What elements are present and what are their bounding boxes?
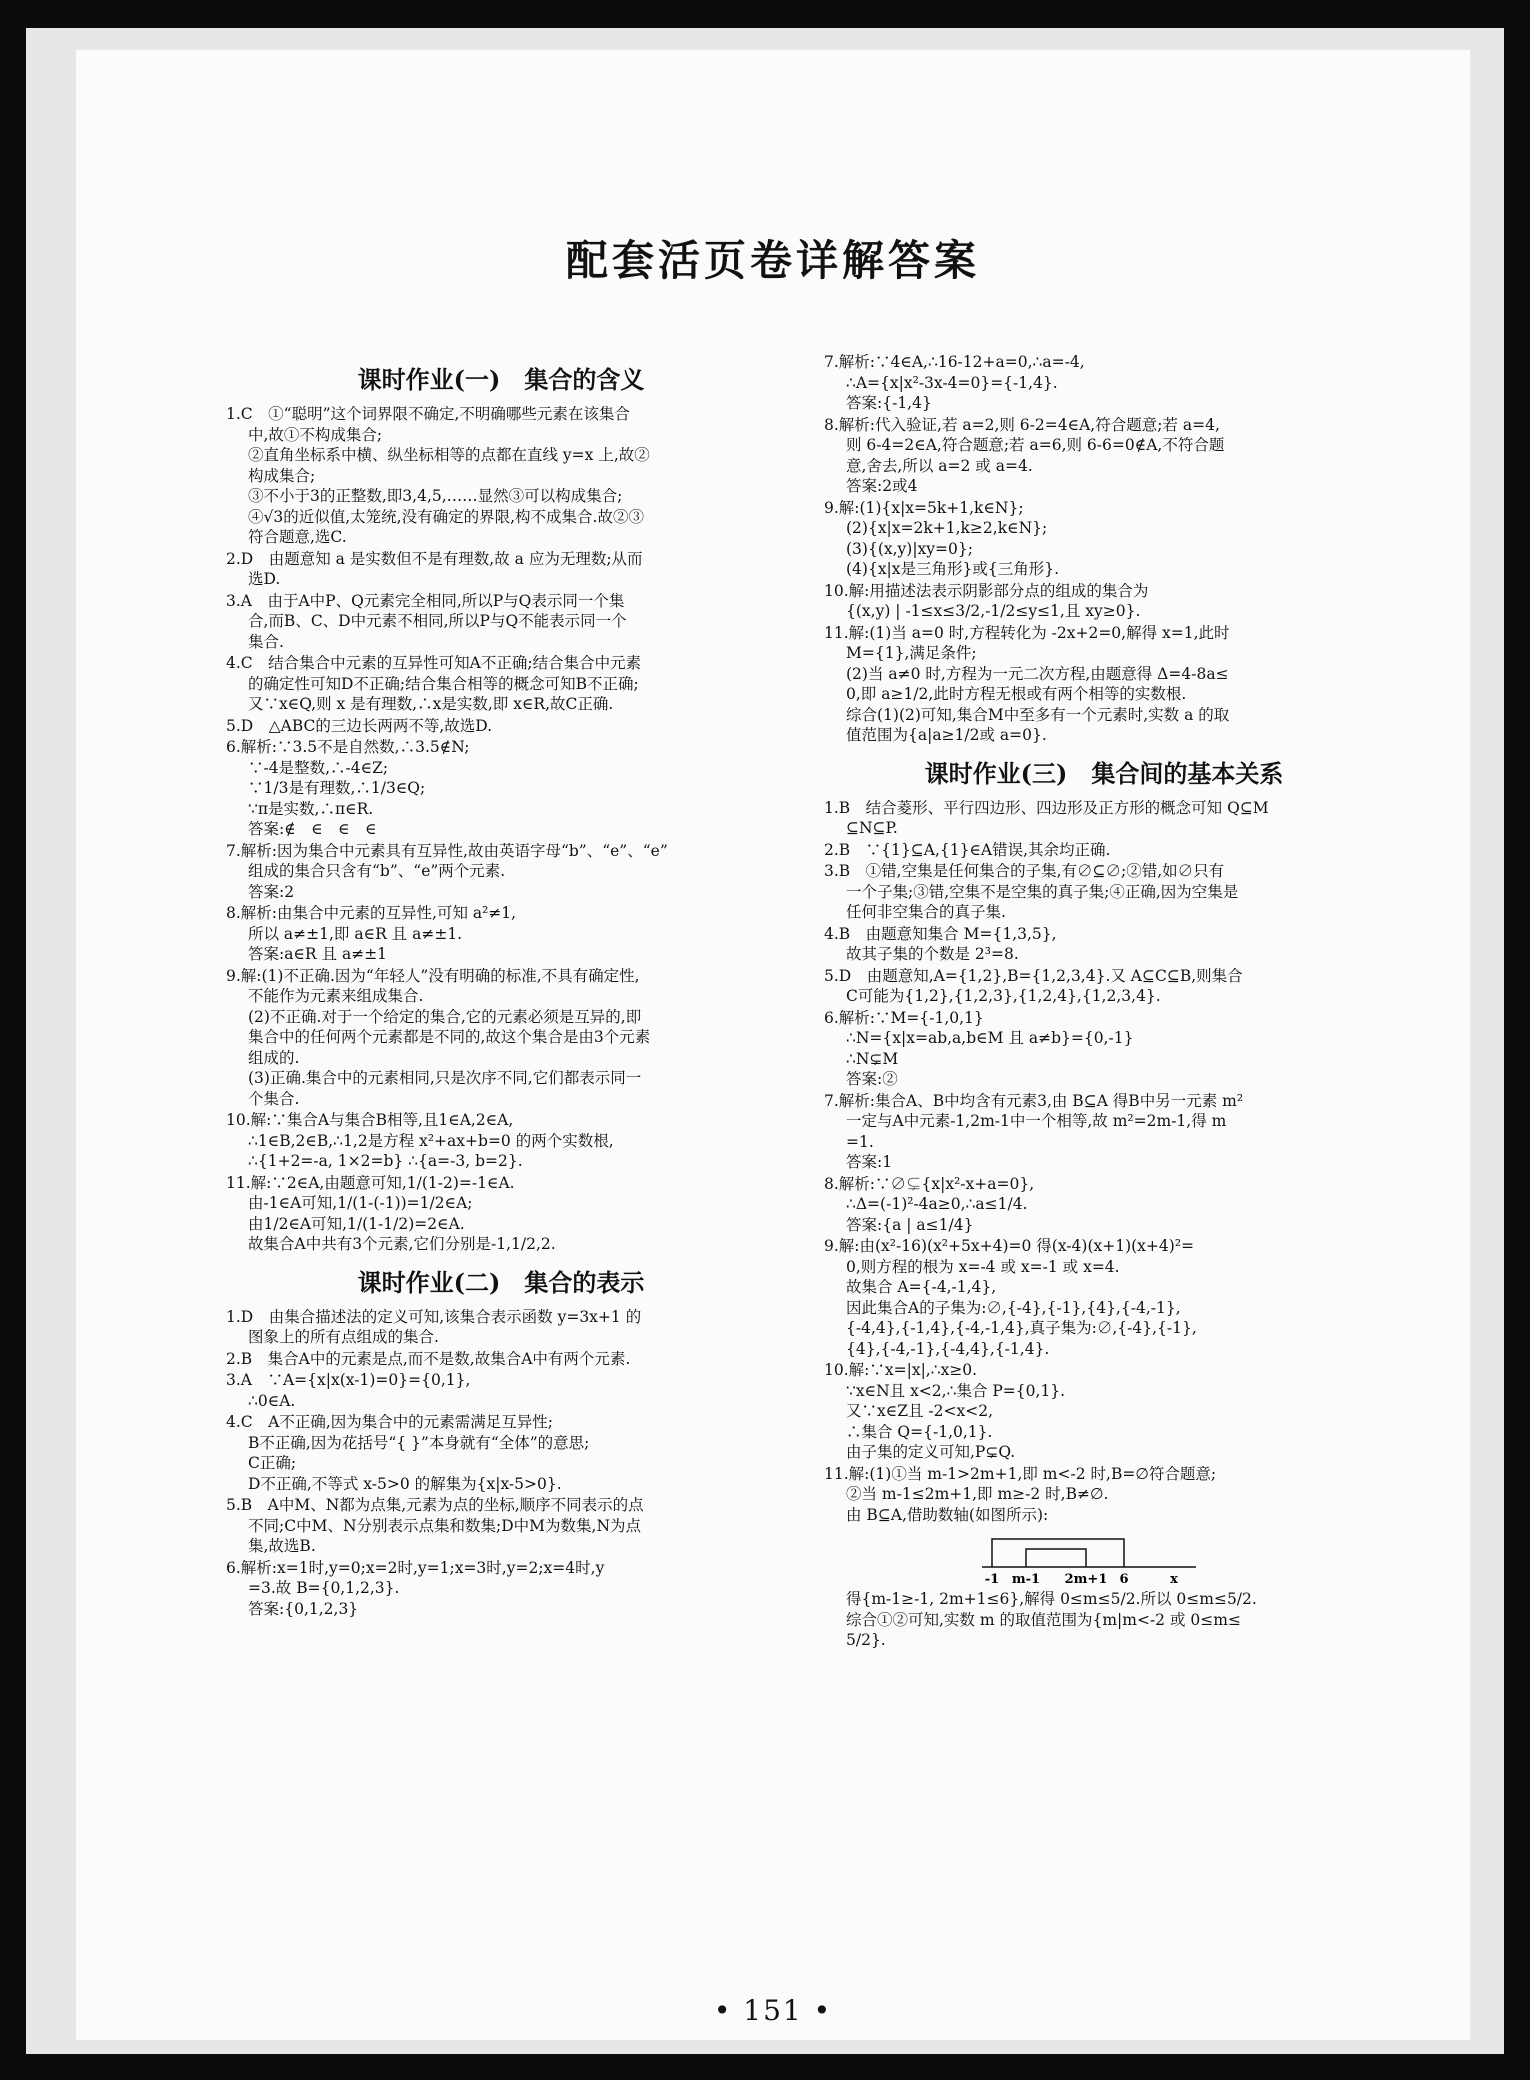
answer-item bbox=[226, 1412, 776, 1494]
answer-line: 5/2}. bbox=[846, 1631, 886, 1649]
answer-line: {(x,y) | -1≤x≤3/2,-1/2≤y≤1,且 xy≥0}. bbox=[846, 602, 1141, 620]
answer-line: =1. bbox=[846, 1132, 874, 1151]
left-column bbox=[226, 352, 776, 1620]
answer-line: (4){x|x是三角形}或{三角形}. bbox=[846, 560, 1060, 578]
answer-item bbox=[824, 798, 1384, 839]
answer-line: (2)当 a≠0 时,方程为一元二次方程,由题意得 Δ=4-8a≤ bbox=[846, 664, 1229, 683]
answer-line: ∴N⊊M bbox=[846, 1049, 899, 1068]
answer-line: ④√3的近似值,太笼统,没有确定的界限,构不成集合.故②③ bbox=[248, 507, 644, 526]
answer-item bbox=[226, 737, 776, 840]
set-a-bracket bbox=[992, 1539, 1124, 1567]
answer-line: C正确; bbox=[248, 1454, 297, 1472]
number-line-label: 6 bbox=[1119, 1572, 1129, 1585]
answer-line: 10.解:∵集合A与集合B相等,且1∈A,2∈A, bbox=[226, 1111, 514, 1129]
answer-item bbox=[824, 1008, 1384, 1090]
answer-item bbox=[824, 415, 1384, 497]
answer-line: 不同;C中M、N分别表示点集和数集;D中M为数集,N为点 bbox=[248, 1516, 642, 1535]
answer-item bbox=[824, 861, 1384, 923]
set-b-bracket bbox=[1026, 1549, 1086, 1567]
answer-line: 10.解:∵x=|x|,∴x≥0. bbox=[824, 1361, 978, 1379]
section-heading: 课时作业(一) 集合的含义 bbox=[357, 365, 645, 394]
answer-line: 5.D △ABC的三边长两两不等,故选D. bbox=[226, 716, 493, 735]
answer-line: 3.A ∵A={x|x(x-1)=0}={0,1}, bbox=[226, 1371, 471, 1389]
answer-item bbox=[226, 903, 776, 965]
answer-item bbox=[824, 966, 1384, 1007]
answer-line: 由 B⊆A,借助数轴(如图所示): bbox=[846, 1505, 1049, 1524]
answer-item bbox=[824, 1174, 1384, 1236]
answer-line: 所以 a≠±1,即 a∈R 且 a≠±1. bbox=[248, 924, 463, 943]
answer-line: 1.D 由集合描述法的定义可知,该集合表示函数 y=3x+1 的 bbox=[226, 1307, 642, 1326]
answer-line: 集合. bbox=[248, 632, 284, 651]
answer-line: 答案:1 bbox=[846, 1153, 893, 1171]
answer-item bbox=[226, 1307, 776, 1348]
answer-line: 答案:2或4 bbox=[846, 477, 918, 495]
answer-line: C可能为{1,2},{1,2,3},{1,2,4},{1,2,3,4}. bbox=[846, 987, 1161, 1005]
answer-line: 图象上的所有点组成的集合. bbox=[248, 1328, 439, 1346]
answer-line: 3.B ①错,空集是任何集合的子集,有∅⊆∅;②错,如∅只有 bbox=[824, 862, 1225, 880]
answer-item bbox=[824, 1236, 1384, 1359]
answer-line: 组成的集合只含有“b”、“e”两个元素. bbox=[248, 862, 506, 880]
answer-line: 一定与A中元素-1,2m-1中一个相等,故 m²=2m-1,得 m bbox=[846, 1112, 1227, 1130]
answer-line: 2.B ∵{1}⊆A,{1}∈A错误,其余均正确. bbox=[824, 840, 1111, 859]
answer-item bbox=[226, 1370, 776, 1411]
answer-line: 不能作为元素来组成集合. bbox=[248, 987, 424, 1005]
answer-line: 又∵x∈Z且 -2<x<2, bbox=[846, 1402, 994, 1420]
answer-line: ∴Δ=(-1)²-4a≥0,∴a≤1/4. bbox=[846, 1195, 1028, 1213]
answer-line: 任何非空集合的真子集. bbox=[846, 903, 1006, 921]
answer-line: 答案:② bbox=[846, 1070, 898, 1088]
answer-line: ∴A={x|x²-3x-4=0}={-1,4}. bbox=[846, 373, 1058, 392]
answer-line: D不正确,不等式 x-5>0 的解集为{x|x-5>0}. bbox=[248, 1474, 562, 1493]
answer-line: 7.解析:因为集合中元素具有互异性,故由英语字母“b”、“e”、“e” bbox=[226, 841, 668, 860]
answer-line: 则 6-4=2∈A,符合题意;若 a=6,则 6-6=0∉A,不符合题 bbox=[846, 436, 1225, 454]
answer-line: 7.解析:∵4∈A,∴16-12+a=0,∴a=-4, bbox=[824, 353, 1085, 371]
answer-line: B不正确,因为花括号“{ }”本身就有“全体”的意思; bbox=[248, 1433, 590, 1452]
number-line-label: 2m+1 bbox=[1064, 1572, 1108, 1585]
answer-line: (3)正确.集合中的元素相同,只是次序不同,它们都表示同一 bbox=[248, 1069, 642, 1087]
answer-item bbox=[226, 841, 776, 903]
number-line-label: m-1 bbox=[1011, 1572, 1041, 1585]
answer-line: 一个子集;③错,空集不是空集的真子集;④正确,因为空集是 bbox=[846, 882, 1239, 901]
answer-line: 由1/2∈A可知,1/(1-1/2)=2∈A. bbox=[248, 1214, 465, 1233]
answer-line: 6.解析:∵3.5不是自然数,∴3.5∉N; bbox=[226, 738, 470, 756]
answer-line: 8.解析:由集合中元素的互异性,可知 a²≠1, bbox=[226, 904, 517, 922]
answer-line: 9.解:(1)不正确.因为“年轻人”没有明确的标准,不具有确定性, bbox=[226, 966, 640, 985]
answer-line: 个集合. bbox=[248, 1089, 300, 1108]
answer-line: ∴0∈A. bbox=[248, 1391, 296, 1410]
answer-line: 5.B A中M、N都为点集,元素为点的坐标,顺序不同表示的点 bbox=[226, 1496, 644, 1514]
answer-line: {4},{-4,-1},{-4,4},{-1,4}. bbox=[846, 1339, 1050, 1358]
answer-line: 故其子集的个数是 2³=8. bbox=[846, 945, 1019, 963]
answer-item bbox=[824, 840, 1384, 861]
answer-line: 由-1∈A可知,1/(1-(-1))=1/2∈A; bbox=[248, 1194, 473, 1212]
answer-line: 答案:a∈R 且 a≠±1 bbox=[248, 945, 388, 963]
answer-line: 4.C 结合集合中元素的互异性可知A不正确;结合集合中元素 bbox=[226, 654, 642, 672]
answer-line: {-4,4},{-1,4},{-4,-1,4},真子集为:∅,{-4},{-1}, bbox=[846, 1319, 1197, 1337]
answer-item bbox=[824, 1464, 1384, 1651]
answer-item bbox=[226, 549, 776, 590]
answer-line: 0,则方程的根为 x=-4 或 x=-1 或 x=4. bbox=[846, 1257, 1120, 1276]
answer-line: ②直角坐标系中横、纵坐标相等的点都在直线 y=x 上,故② bbox=[248, 446, 650, 464]
answer-line: 得{m-1≥-1, 2m+1≤6},解得 0≤m≤5/2.所以 0≤m≤5/2. bbox=[846, 1590, 1257, 1608]
answer-line: 故集合A中共有3个元素,它们分别是-1,1/2,2. bbox=[248, 1235, 556, 1253]
answer-line: 意,舍去,所以 a=2 或 a=4. bbox=[846, 456, 1033, 475]
answer-line: 2.D 由题意知 a 是实数但不是有理数,故 a 应为无理数;从而 bbox=[226, 549, 643, 568]
answer-item bbox=[226, 1173, 776, 1255]
number-line-label: -1 bbox=[984, 1572, 1000, 1585]
answer-line: 符合题意,选C. bbox=[248, 528, 347, 546]
answer-line: M={1},满足条件; bbox=[846, 644, 977, 662]
answer-line: 集,故选B. bbox=[248, 1537, 316, 1555]
answer-line: 答案:{-1,4} bbox=[846, 394, 932, 412]
number-line-diagram bbox=[974, 1529, 1204, 1585]
answer-item bbox=[824, 1360, 1384, 1463]
answer-line: 11.解:(1)当 a=0 时,方程转化为 -2x+2=0,解得 x=1,此时 bbox=[824, 623, 1230, 642]
answer-item bbox=[824, 581, 1384, 622]
answer-item bbox=[226, 1495, 776, 1557]
answer-line: 11.解:(1)①当 m-1>2m+1,即 m<-2 时,B=∅符合题意; bbox=[824, 1464, 1217, 1483]
answer-line: 综合(1)(2)可知,集合M中至多有一个元素时,实数 a 的取 bbox=[846, 705, 1230, 724]
answer-line: 值范围为{a|a≥1/2或 a=0}. bbox=[846, 726, 1047, 744]
answer-line: 答案:{a | a≤1/4} bbox=[846, 1215, 974, 1234]
answer-line: 9.解:由(x²-16)(x²+5x+4)=0 得(x-4)(x+1)(x+4)²= bbox=[824, 1237, 1195, 1255]
answer-line: ③不小于3的正整数,即3,4,5,……显然③可以构成集合; bbox=[248, 487, 623, 505]
answer-line: 0,即 a≥1/2,此时方程无根或有两个相等的实数根. bbox=[846, 685, 1187, 703]
answer-line: 8.解析:代入验证,若 a=2,则 6-2=4∈A,符合题意;若 a=4, bbox=[824, 415, 1220, 434]
answer-line: 4.C A不正确,因为集合中的元素需满足互异性; bbox=[226, 1413, 553, 1431]
answer-item bbox=[824, 352, 1384, 414]
answer-item bbox=[226, 653, 776, 715]
answer-line: ∴1∈B,2∈B,∴1,2是方程 x²+ax+b=0 的两个实数根, bbox=[248, 1131, 614, 1150]
right-column bbox=[824, 352, 1384, 1652]
section-heading: 课时作业(二) 集合的表示 bbox=[357, 1267, 645, 1297]
answer-item bbox=[824, 498, 1384, 580]
answer-line: 1.C ①“聪明”这个词界限不确定,不明确哪些元素在该集合 bbox=[226, 405, 630, 423]
answer-line: 选D. bbox=[248, 570, 281, 588]
answer-line: 10.解:用描述法表示阴影部分点的组成的集合为 bbox=[824, 581, 1149, 600]
answer-item bbox=[226, 1558, 776, 1620]
scan-border bbox=[26, 28, 1504, 2054]
answer-line: ∵π是实数,∴π∈R. bbox=[248, 799, 374, 818]
page-number: • 151 • bbox=[713, 1994, 833, 2027]
answer-item bbox=[226, 966, 776, 1110]
answer-line: 中,故①不构成集合; bbox=[248, 425, 383, 444]
answer-line: ②当 m-1≤2m+1,即 m≥-2 时,B≠∅. bbox=[846, 1485, 1109, 1503]
answer-line: 组成的. bbox=[248, 1048, 300, 1067]
answer-line: 的确定性可知D不正确;结合集合相等的概念可知B不正确; bbox=[248, 674, 639, 693]
answer-line: 构成集合; bbox=[248, 466, 316, 485]
answer-item bbox=[226, 1349, 776, 1370]
answer-line: 合,而B、C、D中元素不相同,所以P与Q不能表示同一个 bbox=[248, 612, 627, 630]
answer-item bbox=[824, 1091, 1384, 1173]
answer-item bbox=[226, 404, 776, 548]
answer-line: 7.解析:集合A、B中均含有元素3,由 B⊆A 得B中另一元素 m² bbox=[824, 1091, 1244, 1110]
answer-item bbox=[824, 623, 1384, 746]
answer-line: 11.解:∵2∈A,由题意可知,1/(1-2)=-1∈A. bbox=[226, 1173, 515, 1192]
answer-item bbox=[226, 716, 776, 737]
answer-line: 5.D 由题意知,A={1,2},B={1,2,3,4}.又 A⊆C⊆B,则集合 bbox=[824, 966, 1243, 985]
answer-line: 又∵x∈Q,则 x 是有理数,∴x是实数,即 x∈R,故C正确. bbox=[248, 695, 614, 713]
answer-line: ∴集合 Q={-1,0,1}. bbox=[846, 1422, 993, 1441]
answer-item bbox=[226, 591, 776, 653]
answer-line: ∴{1+2=-a, 1×2=b} ∴{a=-3, b=2}. bbox=[248, 1152, 523, 1170]
answer-line: 3.A 由于A中P、Q元素完全相同,所以P与Q表示同一个集 bbox=[226, 591, 625, 610]
answer-line: 6.解析:∵M={-1,0,1} bbox=[824, 1008, 984, 1027]
answer-line: 因此集合A的子集为:∅,{-4},{-1},{4},{-4,-1}, bbox=[846, 1298, 1181, 1317]
answer-item bbox=[824, 924, 1384, 965]
answer-line: 答案:2 bbox=[248, 882, 295, 901]
answer-line: 4.B 由题意知集合 M={1,3,5}, bbox=[824, 924, 1057, 943]
answer-line: 综合①②可知,实数 m 的取值范围为{m|m<-2 或 0≤m≤ bbox=[846, 1610, 1241, 1629]
answer-line: 故集合 A={-4,-1,4}, bbox=[846, 1278, 997, 1296]
answer-line: 答案:{0,1,2,3} bbox=[248, 1599, 359, 1618]
answer-line: ∵-4是整数,∴-4∈Z; bbox=[248, 758, 389, 777]
answer-line: ⊆N⊆P. bbox=[846, 819, 898, 837]
page-title: 配套活页卷详解答案 bbox=[565, 236, 980, 285]
answer-line: 答案:∉ ∈ ∈ ∈ bbox=[248, 820, 377, 838]
answer-line: (2){x|x=2k+1,k≥2,k∈N}; bbox=[846, 519, 1048, 537]
answer-line: 9.解:(1){x|x=5k+1,k∈N}; bbox=[824, 498, 1024, 517]
answer-line: 2.B 集合A中的元素是点,而不是数,故集合A中有两个元素. bbox=[226, 1349, 631, 1368]
number-line-label: x bbox=[1170, 1572, 1178, 1585]
answer-line: ∵1/3是有理数,∴1/3∈Q; bbox=[248, 779, 426, 797]
answer-line: 1.B 结合菱形、平行四边形、四边形及正方形的概念可知 Q⊆M bbox=[824, 798, 1269, 817]
section-heading: 课时作业(三) 集合间的基本关系 bbox=[924, 758, 1284, 788]
answer-line: 8.解析:∵∅⊊{x|x²-x+a=0}, bbox=[824, 1174, 1035, 1193]
answer-page bbox=[76, 50, 1470, 2040]
answer-line: ∵x∈N且 x<2,∴集合 P={0,1}. bbox=[846, 1381, 1066, 1400]
answer-line: (3){(x,y)|xy=0}; bbox=[846, 539, 973, 558]
answer-line: 由子集的定义可知,P⊊Q. bbox=[846, 1443, 1016, 1461]
answer-line: =3.故 B={0,1,2,3}. bbox=[248, 1579, 400, 1597]
answer-line: ∴N={x|x=ab,a,b∈M 且 a≠b}={0,-1} bbox=[846, 1029, 1134, 1047]
answer-line: 6.解析:x=1时,y=0;x=2时,y=1;x=3时,y=2;x=4时,y bbox=[226, 1558, 605, 1577]
answer-line: 集合中的任何两个元素都是不同的,故这个集合是由3个元素 bbox=[248, 1028, 651, 1046]
answer-item bbox=[226, 1110, 776, 1172]
answer-line: (2)不正确.对于一个给定的集合,它的元素必须是互异的,即 bbox=[248, 1007, 642, 1026]
